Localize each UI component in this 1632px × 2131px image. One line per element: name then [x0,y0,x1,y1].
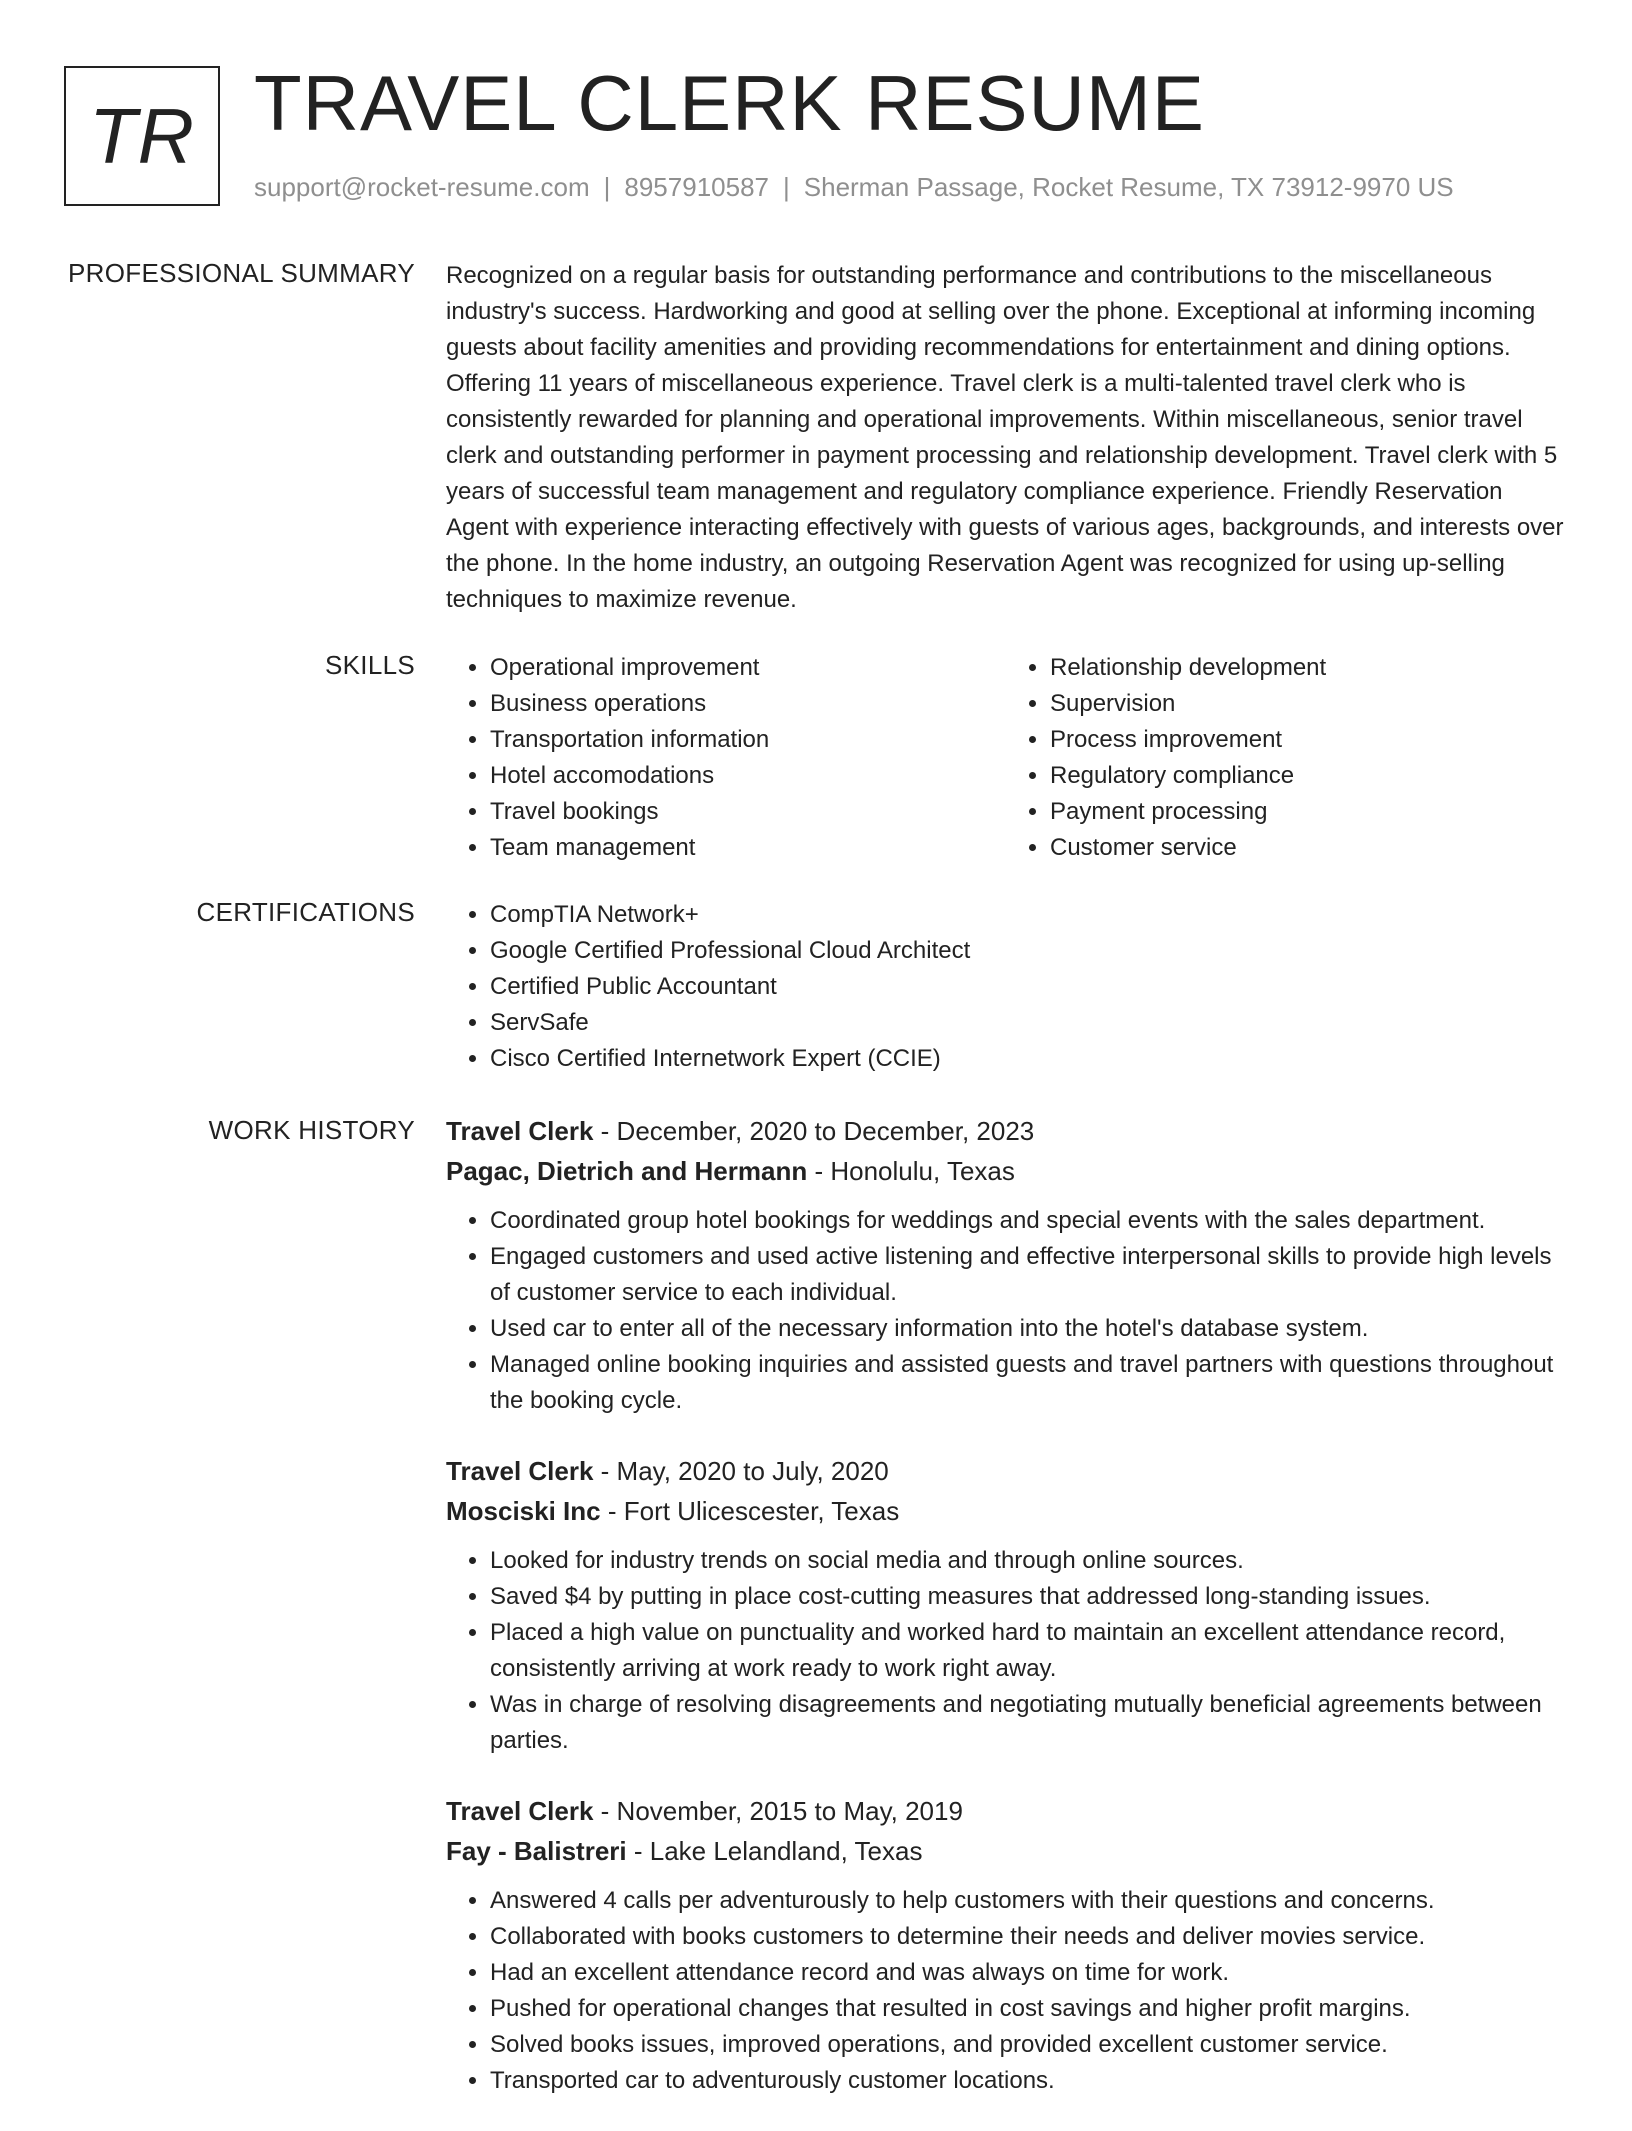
skill-item: • Process improvement [1050,722,1566,758]
job-entry [446,1111,1566,1419]
job-duty: • Engaged customers and used active listening and effective interpersonal skills to provide high levels of customer service to each individual. [490,1239,1566,1311]
job-duty: • Placed a high value on punctuality and worked hard to maintain an excellent attendance record, consistently arriving at work ready to work right away. [490,1615,1566,1687]
job-dates: - November, 2015 to May, 2019 [593,1796,963,1826]
certifications-list [446,897,1566,1077]
skill-item: • Payment processing [1050,794,1566,830]
skill-item: • Relationship development [1050,650,1566,686]
job-company-line [446,1831,1566,1871]
summary-heading: PROFESSIONAL SUMMARY [68,258,415,288]
skill-item: • Supervision [1050,686,1566,722]
job-duty: • Looked for industry trends on social media and through online sources. [490,1543,1566,1579]
job-company: Fay - Balistreri [446,1836,627,1866]
job-title-line [446,1111,1566,1151]
contact-email[interactable]: support@rocket-resume.com [254,172,590,202]
job-duty: • Had an excellent attendance record and was always on time for work. [490,1955,1566,1991]
skill-item: • Operational improvement [490,650,1006,686]
job-location: - Fort Ulicescester, Texas [600,1496,900,1526]
job-duty: • Pushed for operational changes that resulted in cost savings and higher profit margins. [490,1991,1566,2027]
skills-list-left [446,650,1006,866]
job-duty: • Collaborated with books customers to determine their needs and deliver movies service. [490,1919,1566,1955]
job-duties-list [446,1203,1566,1419]
certification-item: • CompTIA Network+ [490,897,1566,933]
job-location: - Honolulu, Texas [807,1156,1015,1186]
job-dates: - May, 2020 to July, 2020 [593,1456,889,1486]
job-title: Travel Clerk [446,1456,594,1486]
contact-separator: | [783,172,790,202]
skill-item: • Team management [490,830,1006,866]
contact-phone[interactable]: 8957910587 [624,172,769,202]
job-entry [446,1791,1566,2099]
job-company-line [446,1491,1566,1531]
job-title-line [446,1791,1566,1831]
certification-item: • ServSafe [490,1005,1566,1041]
skill-item: • Transportation information [490,722,1006,758]
certification-item: • Google Certified Professional Cloud Architect [490,933,1566,969]
skills-list-right [1006,650,1566,866]
contact-line [254,172,1454,203]
skill-item: • Business operations [490,686,1006,722]
certifications-heading: CERTIFICATIONS [196,897,415,927]
job-duty: • Transported car to adventurously customer locations. [490,2063,1566,2099]
summary-text: Recognized on a regular basis for outstanding performance and contributions to the miscellaneous industry's success. Hardworking and good at selling over the phone. Exceptional at informing incoming guests about facility amenities and providing recommendations for entertainment and dining options. Offering 11 years of miscellaneous experience. Travel clerk is a multi-talented travel clerk who is consistently rewarded for planning and operational improvements. Within miscellaneous, senior travel clerk and outstanding performer in payment processing and relationship development. Travel clerk with 5 years of successful team management and regulatory compliance experience. Friendly Reservation Agent with experience interacting effectively with guests of various ages, backgrounds, and interests over the phone. In the home industry, an outgoing Reservation Agent was recognized for using up-selling techniques to maximize revenue. [446,262,1564,613]
job-duties-list [446,1883,1566,2099]
page-title: TRAVEL CLERK RESUME [254,59,1205,147]
summary-body [446,258,1566,618]
work-history-body [446,1111,1566,2131]
contact-separator: | [603,172,611,202]
job-title: Travel Clerk [446,1796,594,1826]
monogram-logo: TR [64,66,220,206]
skill-item: • Travel bookings [490,794,1006,830]
skill-item: • Hotel accomodations [490,758,1006,794]
certification-item: • Cisco Certified Internetwork Expert (CCIE) [490,1041,1566,1077]
skill-item: • Customer service [1050,830,1566,866]
job-duty: • Was in charge of resolving disagreements and negotiating mutually beneficial agreements between parties. [490,1687,1566,1759]
job-dates: - December, 2020 to December, 2023 [593,1116,1035,1146]
job-location: - Lake Lelandland, Texas [626,1836,923,1866]
certification-item: • Certified Public Accountant [490,969,1566,1005]
job-title: Travel Clerk [446,1116,594,1146]
job-duty: • Saved $4 by putting in place cost-cutting measures that addressed long-standing issues. [490,1579,1566,1615]
job-duty: • Managed online booking inquiries and assisted guests and travel partners with questions throughout the booking cycle. [490,1347,1566,1419]
skill-item: • Regulatory compliance [1050,758,1566,794]
job-company: Pagac, Dietrich and Hermann [446,1156,808,1186]
skills-heading: SKILLS [325,650,415,680]
contact-address: Sherman Passage, Rocket Resume, TX 73912-9970 US [803,172,1454,202]
skills-body [446,650,1566,866]
job-company-line [446,1151,1566,1191]
job-duties-list [446,1543,1566,1759]
job-duty: • Answered 4 calls per adventurously to help customers with their questions and concerns. [490,1883,1566,1919]
skills-columns [446,650,1566,866]
job-company: Mosciski Inc [446,1496,601,1526]
job-duty: • Solved books issues, improved operations, and provided excellent customer service. [490,2027,1566,2063]
work-history-heading: WORK HISTORY [208,1115,415,1145]
job-duty: • Used car to enter all of the necessary information into the hotel's database system. [490,1311,1566,1347]
job-duty: • Coordinated group hotel bookings for weddings and special events with the sales department. [490,1203,1566,1239]
job-title-line [446,1451,1566,1491]
certifications-body [446,897,1566,1077]
job-entry [446,1451,1566,1759]
